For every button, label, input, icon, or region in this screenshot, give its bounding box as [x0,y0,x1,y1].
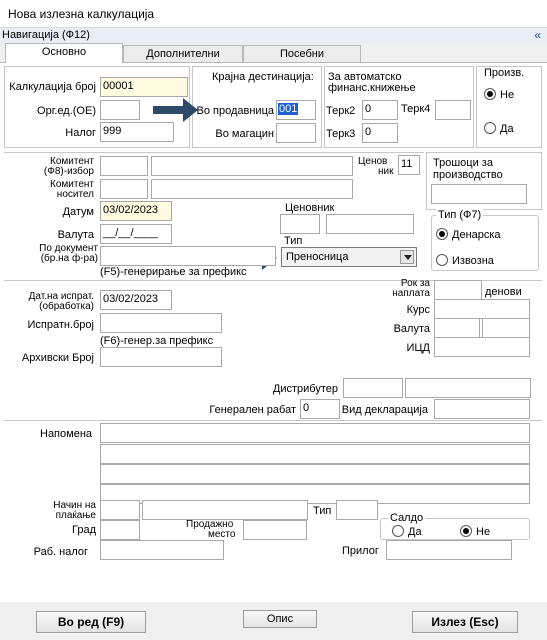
window-title: Нова излезна калкулација [8,7,155,21]
valuta-currency-label: Валута [393,323,430,335]
placanje-code-input[interactable] [100,500,140,520]
proizv-title: Произв. [484,67,525,79]
finance-title-line1: За автоматско [328,71,402,83]
prodavnica-input[interactable] [276,100,316,120]
navigation-bar [0,28,547,44]
kalk-broj-input[interactable]: 00001 [100,77,188,97]
dat-isprat-input[interactable]: 03/02/2023 [100,290,172,310]
title-bar [0,0,547,28]
troshoci-line2: производство [433,169,503,181]
opis-button[interactable]: Опис [243,610,317,628]
dat-isprat-line1: Дат.на испрат. [28,291,94,302]
po-dokument-line2: (бр.на ф-ра) [40,253,98,264]
dat-isprat-line2: (обработка) [39,301,94,312]
napomena-line2-input[interactable] [100,444,530,464]
prilog-input[interactable] [386,540,512,560]
saldo-da-label: Да [408,526,422,538]
tab-dopolnitelni[interactable] [123,45,243,63]
magacin-input[interactable] [276,123,316,143]
proizv-da-radio[interactable] [484,122,496,134]
destination-title: Крајна дестинација: [212,71,314,83]
magacin-label: Во магацин [215,128,274,140]
divider [4,420,542,421]
komitent-nositel-line2: носител [56,189,94,200]
valuta-date-input[interactable]: __/__/____ [100,224,172,244]
nositel-code-input[interactable] [100,179,148,199]
rok-line1: Рок за [400,278,430,289]
tip-doc-value: Преносница [286,251,349,263]
troshoci-line1: Трошоци за [433,157,493,169]
komitent-izbor-line1: Комитент [50,156,94,167]
org-ed-label: Орг.ед.(ОЕ) [37,105,96,117]
ok-button[interactable]: Во ред (F9) [36,611,146,633]
arrow-right-icon [153,95,199,125]
prodazhno-input[interactable] [243,520,307,540]
org-ed-input[interactable] [100,100,140,120]
napomena-line1-input[interactable] [100,423,530,443]
isprat-broj-input[interactable] [100,313,222,333]
chevron-down-icon[interactable] [400,250,414,264]
finance-title-line2: финанс.книжење [328,82,416,94]
valuta-code-input[interactable] [434,318,480,338]
grad-label: Град [72,524,96,536]
isprat-broj-label: Испратн.број [27,319,94,331]
po-dokument-input[interactable] [100,246,276,266]
nalog-input[interactable]: 999 [100,122,174,142]
tip-izvozna-label: Извозна [452,255,494,267]
datum-input[interactable]: 03/02/2023 [100,201,172,221]
terk3-label: Терк3 [326,128,356,140]
napomena-line3-input[interactable] [100,464,530,484]
proizv-da-label: Да [500,123,514,135]
terk2-label: Терк2 [326,105,356,117]
valuta-date-label: Валута [57,229,94,241]
icd-input[interactable] [434,337,530,357]
po-dokument-line1: По документ [39,243,98,254]
placanje-tip-label: Тип [313,505,332,517]
rabat-input[interactable]: 0 [300,399,340,419]
navigation-label[interactable]: Навигација (Ф12) [2,29,90,41]
prodazhno-line2: место [208,529,236,540]
komitent-nositel-line1: Комитент [50,179,94,190]
cenovnik-short-input[interactable]: 11 [398,155,420,175]
saldo-title: Салдо [390,512,424,524]
po-dokument-hint: (F5)-генерирање за префикс [100,266,247,278]
proizv-ne-label: Не [500,89,515,101]
datum-label: Датум [62,206,94,218]
prodavnica-value: 001 [279,103,298,115]
vid-deklaracija-input[interactable] [434,399,530,419]
exit-button[interactable]: Излез (Esc) [412,611,518,633]
icd-label: ИЦД [406,342,430,354]
rab-nalog-label: Раб. налог [33,546,88,558]
terk3-input[interactable]: 0 [362,123,398,143]
troshoci-input[interactable] [431,184,527,204]
cenovnik-code-input[interactable] [280,214,320,234]
rabat-label: Генерален рабат [209,404,296,416]
rab-nalog-input[interactable] [100,540,224,560]
tab-label: Дополнителни [146,48,220,60]
prodavnica-label: Во продавница [196,105,274,117]
divider [4,152,424,153]
kurs-input[interactable] [434,299,530,319]
arhivski-label: Архивски Број [21,352,94,364]
tab-label: Посебни [279,48,325,60]
placanje-tip-input[interactable] [336,500,378,520]
tip-doc-label: Тип [284,235,303,247]
distributer-label: Дистрибутер [272,383,338,395]
valuta-name-input[interactable] [482,318,530,338]
rok-unit: денови [485,286,522,298]
cenovnik-short-line2: ник [378,166,394,177]
placanje-name-input[interactable] [142,500,308,520]
cenovnik-name-input[interactable] [326,214,414,234]
napomena-label: Напомена [40,428,93,440]
rok-input[interactable] [434,280,482,300]
isprat-hint: (F6)-генер.за префикс [100,335,214,347]
proizv-ne-radio[interactable] [484,88,496,100]
distributer-code-input[interactable] [343,378,403,398]
tab-posebni[interactable] [243,45,361,63]
tip-f7-title: Тип (Ф7) [438,209,482,221]
terk2-input[interactable]: 0 [362,100,398,120]
prodazhno-line1: Продажно [186,519,234,530]
terk4-label: Терк4 [401,103,431,115]
grad-input[interactable] [100,520,140,540]
tab-osnovno[interactable] [5,43,123,63]
tip-denarska-label: Денарска [452,229,501,241]
komitent-izbor-line2: (Ф8)-избор [43,166,94,177]
rok-line2: наплата [392,288,430,299]
distributer-name-input[interactable] [405,378,531,398]
cenovnik-short-line1: Ценов [358,156,388,167]
tip-doc-select[interactable] [281,247,417,267]
tip-denarska-radio[interactable] [436,228,448,240]
cenovnik-label: Ценовник [285,202,335,214]
saldo-ne-radio[interactable] [460,525,472,537]
arhivski-input[interactable] [100,347,222,367]
collapse-icon[interactable]: « [534,28,541,42]
kalk-broj-label: Калкулација број [9,81,96,93]
tip-izvozna-radio[interactable] [436,254,448,266]
nachin-placanje-line2: плаќање [55,510,96,521]
komitent-name-input[interactable] [151,156,353,176]
nachin-placanje-line1: Начин на [53,500,96,511]
saldo-ne-label: Не [476,526,491,538]
komitent-code-input[interactable] [100,156,148,176]
vid-deklaracija-label: Вид декларација [341,404,428,416]
terk4-input[interactable] [435,100,471,120]
nositel-name-input[interactable] [151,179,353,199]
prilog-label: Прилог [342,545,379,557]
tab-label: Основно [41,46,87,58]
saldo-da-radio[interactable] [392,525,404,537]
kurs-label: Курс [406,304,430,316]
nalog-label: Налог [65,127,96,139]
